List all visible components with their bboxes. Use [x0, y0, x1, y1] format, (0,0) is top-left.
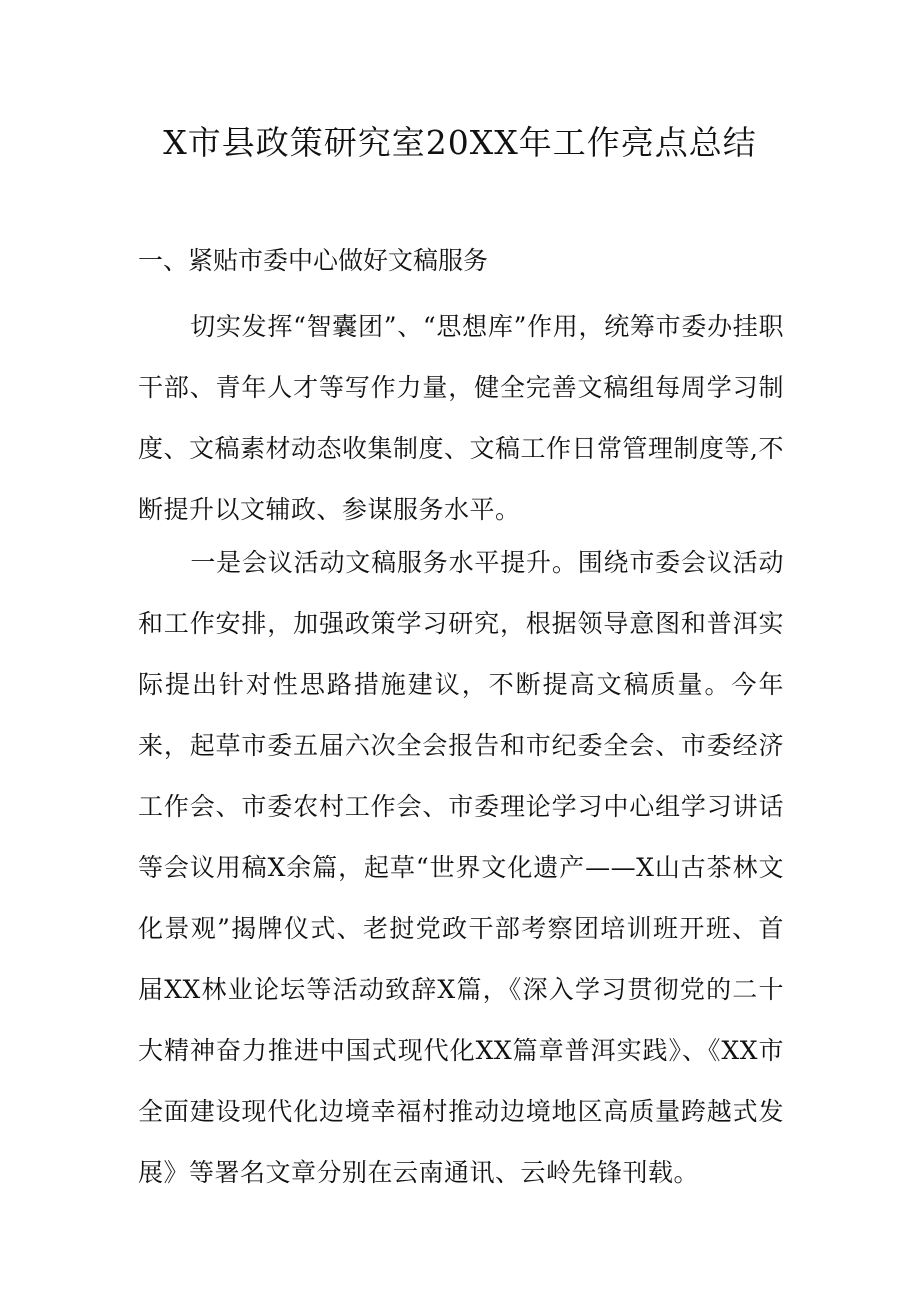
- paragraph-text: 一是会议活动文稿服务水平提升。围绕市委会议活动和工作安排，加强政策学习研究，根据领导意图和普洱实际提出针对性思路措施建议，不断提高文稿质量。今年来，起草市委五届六次全会报告和市纪委全会、市委经济工作会、市委农村工作会、市委理论学习中心组学习讲话等会议用稿X余篇，起草“世界文化遗产——X山古茶林文化景观”揭牌仪式、老挝党政干部考察团培训班开班、首届XX林业论坛等活动致辞X篇，《深入学习贯彻党的二十大精神奋力推进中国式现代化XX篇章普洱实践》、《XX市全面建设现代化边境幸福村推动边境地区高质量跨越式发展》等署名文章分别在云南通讯、云岭先锋刊载。: [138, 548, 784, 1187]
- paragraph-text: 切实发挥“智囊团”、“思想库”作用，统筹市委办挂职干部、青年人才等写作力量，健全完善文稿组每周学习制度、文稿素材动态收集制度、文稿工作日常管理制度等,不断提升以文辅政、参谋服务水平。: [138, 312, 784, 524]
- section-heading: 一、紧贴市委中心做好文稿服务: [138, 246, 489, 275]
- paragraph-intro: [138, 296, 784, 540]
- document-title: X市县政策研究室20XX年工作亮点总结: [163, 123, 757, 162]
- paragraph-meetings: [138, 532, 784, 1203]
